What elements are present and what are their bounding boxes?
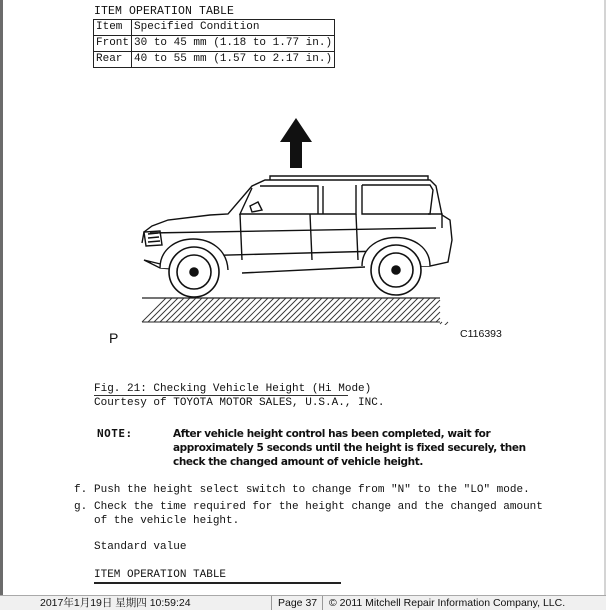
note-text: After vehicle height control has been completed, wait for approximately 5 seconds until the height is fixed securely, then check the changed amount of vehicle height. — [173, 428, 526, 468]
step-key: g. — [74, 501, 88, 513]
step-key: f. — [74, 484, 88, 496]
status-separator — [322, 596, 323, 610]
vehicle-height-figure — [130, 110, 470, 325]
figure-id: C116393 — [460, 328, 502, 340]
status-page: Page 37 — [278, 597, 318, 609]
step-text: Check the time required for the height change and the changed amount of the vehicle height. — [94, 501, 543, 527]
top-table-title: ITEM OPERATION TABLE — [94, 5, 235, 18]
table-row — [94, 52, 335, 68]
step-item — [74, 483, 554, 497]
up-arrow-icon — [280, 118, 312, 168]
figure-p-label: P — [109, 330, 119, 346]
step-item — [74, 500, 554, 530]
caption-underline — [94, 395, 348, 396]
status-bar — [0, 595, 606, 610]
left-window-edge — [0, 0, 3, 595]
status-separator — [271, 596, 272, 610]
table-row — [94, 36, 335, 52]
step-text: Push the height select switch to change from "N" to the "LO" mode. — [94, 484, 530, 496]
table-header-cell: Specified Condition — [132, 20, 335, 36]
ground-hatch — [142, 298, 448, 325]
bottom-table-title: ITEM OPERATION TABLE — [94, 569, 227, 581]
table-cell: Rear — [94, 52, 132, 68]
figure-caption: Fig. 21: Checking Vehicle Height (Hi Mode) — [94, 383, 372, 395]
table-header-cell: Item — [94, 20, 132, 36]
figure-courtesy: Courtesy of TOYOTA MOTOR SALES, U.S.A., INC. — [94, 397, 385, 409]
status-datetime: 2017年1月19日 星期四 10:59:24 — [40, 597, 191, 609]
table-header-row — [94, 20, 335, 36]
table-cell: Front — [94, 36, 132, 52]
table-cell: 30 to 45 mm (1.18 to 1.77 in.) — [132, 36, 335, 52]
front-wheel — [169, 247, 219, 297]
note-label: NOTE: — [97, 427, 133, 440]
rear-wheel — [371, 245, 421, 295]
standard-value-label: Standard value — [94, 541, 187, 553]
table-cell: 40 to 55 mm (1.57 to 2.17 in.) — [132, 52, 335, 68]
status-copyright: © 2011 Mitchell Repair Information Company, LLC. — [329, 597, 566, 609]
item-operation-table — [93, 19, 335, 68]
bottom-table-top-border — [94, 582, 341, 584]
